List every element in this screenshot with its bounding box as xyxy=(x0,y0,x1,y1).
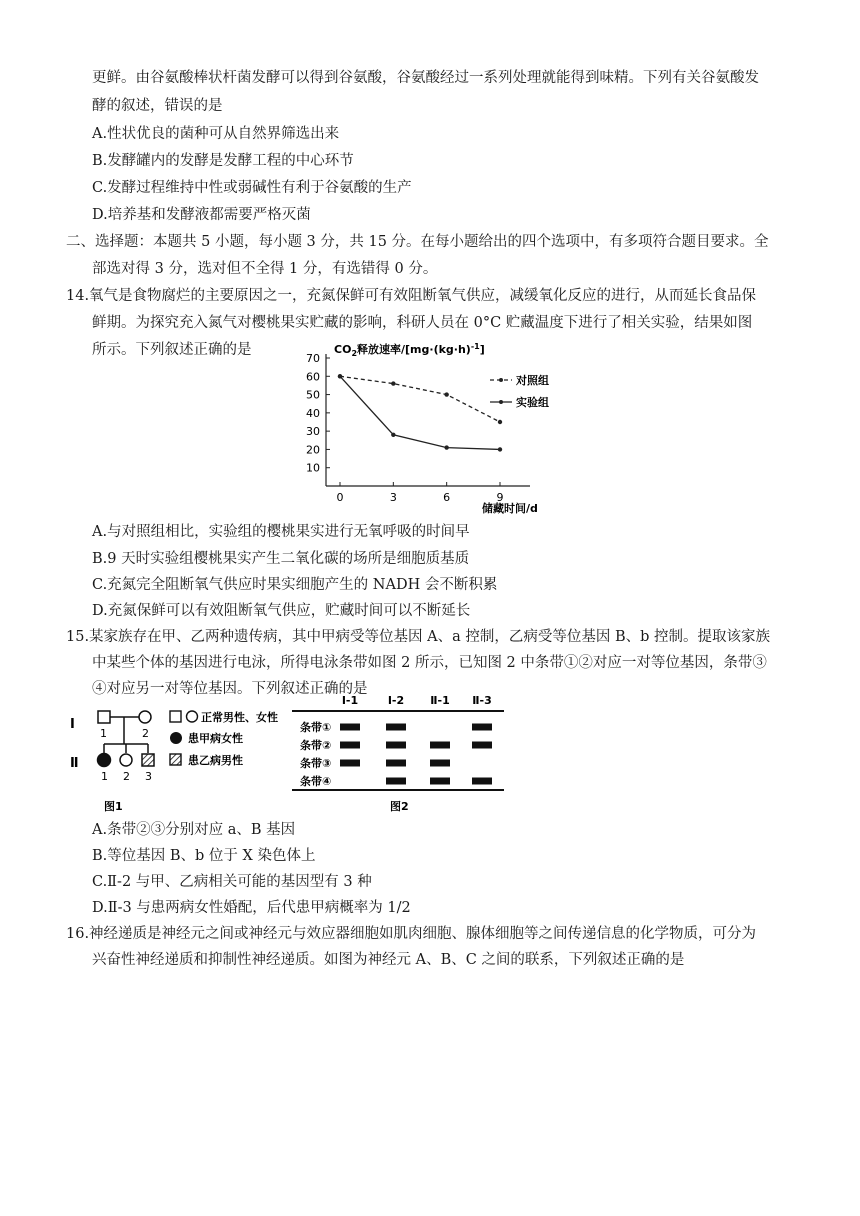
q16-stem-line2: 兴奋性神经递质和抑制性神经递质。如图为神经元 A、B、C 之间的联系，下列叙述正确的是 xyxy=(92,952,685,968)
pedigree-i1-male xyxy=(98,711,110,723)
gel-band xyxy=(430,760,450,767)
generation-ii-label: Ⅱ xyxy=(70,756,79,771)
gel-row-label: 条带③ xyxy=(300,757,332,770)
pedigree-figure xyxy=(60,700,290,818)
gel-band xyxy=(340,760,360,767)
q13-option-d: D.培养基和发酵液都需要严格灭菌 xyxy=(92,207,311,223)
gel-band xyxy=(472,778,492,785)
x-tick-label: 0 xyxy=(336,491,344,504)
gel-column-header: Ⅱ-3 xyxy=(472,694,492,707)
pedigree-i1-number: 1 xyxy=(100,727,107,740)
gel-row-label: 条带④ xyxy=(300,775,332,788)
q14-option-a: A.与对照组相比，实验组的樱桃果实进行无氧呼吸的时间早 xyxy=(92,524,470,540)
q15-option-b: B.等位基因 B、b 位于 X 染色体上 xyxy=(92,848,316,864)
q14-option-b: B.9 天时实验组樱桃果实产生二氧化碳的场所是细胞质基质 xyxy=(92,551,470,567)
section2-heading-line1: 二、选择题：本题共 5 小题，每小题 3 分，共 15 分。在每小题给出的四个选项中，有多项符合题目要求。全 xyxy=(66,234,769,250)
x-tick-label: 6 xyxy=(443,491,451,504)
series-point xyxy=(391,381,395,385)
q15-option-c: C.Ⅱ-2 与甲、乙病相关可能的基因型有 3 种 xyxy=(92,874,372,890)
legend-label-2: 实验组 xyxy=(516,396,549,409)
legend-disease-a-label: 患甲病女性 xyxy=(188,732,243,745)
q14-stem-line3: 所示。下列叙述正确的是 xyxy=(92,342,252,358)
gel-band xyxy=(386,778,406,785)
gel-band xyxy=(430,778,450,785)
co2-release-chart xyxy=(290,336,570,520)
y-tick-label: 20 xyxy=(306,443,320,457)
q14-stem-line1: 14.氧气是食物腐烂的主要原因之一，充氮保鲜可有效阻断氧气供应，减缓氧化反应的进行，从而延长食品保 xyxy=(66,288,757,304)
chart-xlabel: 储藏时间/d xyxy=(482,502,538,515)
gel-column-header: Ⅰ-1 xyxy=(341,694,359,707)
series-line-2 xyxy=(340,376,500,449)
pedigree-ii3-number: 3 xyxy=(145,770,152,783)
q15-stem-line3: ④对应另一对等位基因。下列叙述正确的是 xyxy=(92,681,368,697)
chart-ylabel: $CO_2$释放速率$/[mg\cdot(kg\cdot h)^{-1}]$ xyxy=(334,342,485,358)
gel-column-header: Ⅱ-1 xyxy=(430,694,450,707)
legend-disease-b-male-icon xyxy=(170,754,181,765)
fig2-caption: 图2 xyxy=(390,800,409,813)
y-tick-label: 10 xyxy=(306,461,320,475)
fig1-caption: 图1 xyxy=(104,800,123,813)
q13-stem-line1: 更鲜。由谷氨酸棒状杆菌发酵可以得到谷氨酸，谷氨酸经过一系列处理就能得到味精。下列有关谷氨酸发 xyxy=(92,70,759,86)
y-tick-label: 40 xyxy=(306,406,320,420)
q15-stem-line2: 中某些个体的基因进行电泳，所得电泳条带如图 2 所示，已知图 2 中条带①②对应一对等位基因，条带③ xyxy=(92,655,767,671)
gel-row-label: 条带① xyxy=(300,721,332,734)
q15-option-a: A.条带②③分别对应 a、B 基因 xyxy=(92,822,296,838)
q13-stem-line2: 酵的叙述，错误的是 xyxy=(92,98,223,114)
pedigree-ii3-affected-male xyxy=(142,754,154,766)
gel-band xyxy=(386,724,406,731)
series-point xyxy=(444,392,448,396)
series-line-1 xyxy=(340,376,500,422)
gel-row-label: 条带② xyxy=(300,739,332,752)
legend-normal-label: 正常男性、女性 xyxy=(201,711,278,724)
gel-band xyxy=(472,724,492,731)
gel-band xyxy=(386,742,406,749)
electrophoresis-figure xyxy=(290,690,510,820)
gel-band xyxy=(340,724,360,731)
series-point xyxy=(498,420,502,424)
q15-stem-line1: 15.某家族存在甲、乙两种遗传病，其中甲病受等位基因 A、a 控制，乙病受等位基因 B、b 控制。提取该家族 xyxy=(66,629,771,645)
pedigree-ii2-female xyxy=(120,754,132,766)
pedigree-ii2-number: 2 xyxy=(123,770,130,783)
y-tick-label: 50 xyxy=(306,388,320,402)
legend-disease-b-label: 患乙病男性 xyxy=(188,754,243,767)
q14-option-c: C.充氮完全阻断氧气供应时果实细胞产生的 NADH 会不断积累 xyxy=(92,577,498,593)
q15-option-d: D.Ⅱ-3 与患两病女性婚配，后代患甲病概率为 1/2 xyxy=(92,900,411,916)
pedigree-ii1-affected-female xyxy=(98,754,111,767)
pedigree-ii1-number: 1 xyxy=(101,770,108,783)
generation-i-label: Ⅰ xyxy=(70,717,75,732)
gel-column-header: Ⅰ-2 xyxy=(387,694,405,707)
section2-heading-line2: 部选对得 3 分，选对但不全得 1 分，有选错得 0 分。 xyxy=(92,261,438,277)
y-tick-label: 70 xyxy=(306,352,320,365)
q13-option-a: A.性状优良的菌种可从自然界筛选出来 xyxy=(92,126,340,142)
pedigree-i2-female xyxy=(139,711,151,723)
y-tick-label: 30 xyxy=(306,425,320,439)
q13-option-b: B.发酵罐内的发酵是发酵工程的中心环节 xyxy=(92,153,354,169)
gel-band xyxy=(430,742,450,749)
series-point xyxy=(391,433,395,437)
q16-stem-line1: 16.神经递质是神经元之间或神经元与效应器细胞如肌肉细胞、腺体细胞等之间传递信息的化学物质，可分为 xyxy=(66,926,757,942)
legend-normal-male-icon xyxy=(170,711,181,722)
pedigree-i2-number: 2 xyxy=(142,727,149,740)
x-tick-label: 9 xyxy=(496,491,504,504)
legend-label-1: 对照组 xyxy=(516,374,549,387)
legend-disease-a-female-icon xyxy=(170,732,182,744)
series-point xyxy=(338,374,342,378)
series-point xyxy=(444,445,448,449)
series-point xyxy=(498,447,502,451)
legend-marker xyxy=(499,378,503,382)
q14-stem-line2: 鲜期。为探究充入氮气对樱桃果实贮藏的影响，科研人员在 0°C 贮藏温度下进行了相关实验，结果如图 xyxy=(92,315,753,331)
gel-band xyxy=(340,742,360,749)
legend-normal-female-icon xyxy=(187,711,198,722)
legend-marker xyxy=(499,400,503,404)
x-tick-label: 3 xyxy=(389,491,397,504)
q14-option-d: D.充氮保鲜可以有效阻断氧气供应，贮藏时间可以不断延长 xyxy=(92,603,471,619)
y-tick-label: 60 xyxy=(306,370,320,384)
gel-band xyxy=(386,760,406,767)
gel-band xyxy=(472,742,492,749)
q13-option-c: C.发酵过程维持中性或弱碱性有利于谷氨酸的生产 xyxy=(92,180,412,196)
